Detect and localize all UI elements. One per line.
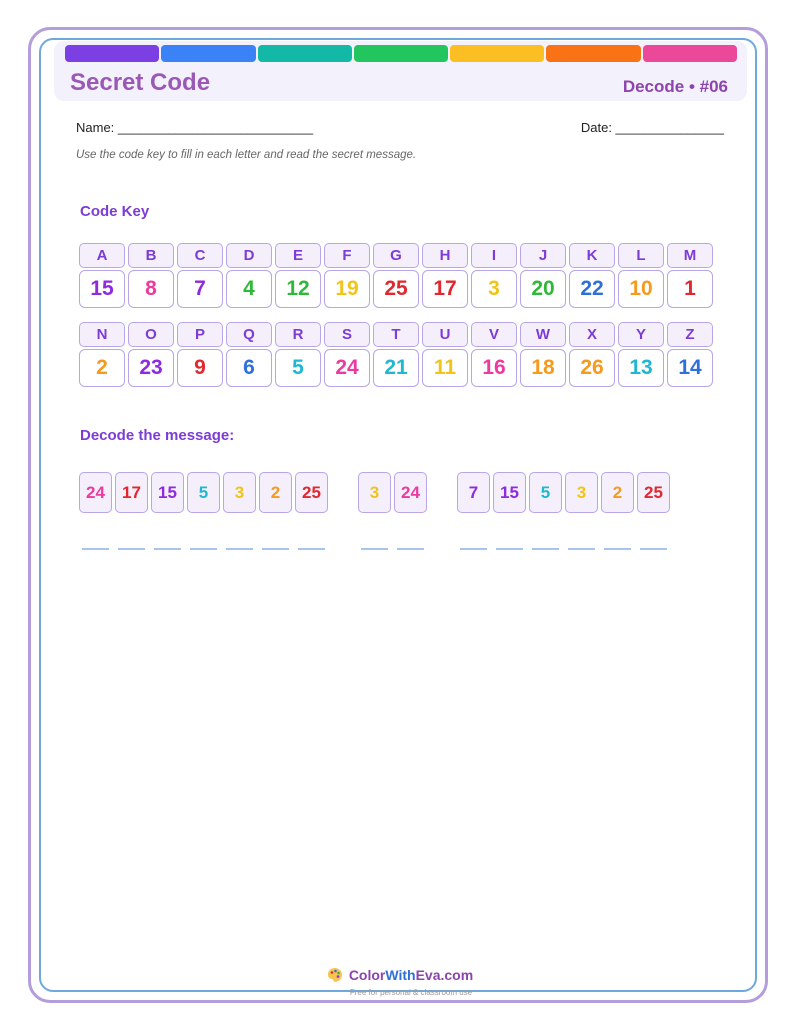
code-key-cell (618, 322, 664, 387)
key-number: 9 (177, 349, 223, 387)
answer-blank[interactable] (115, 548, 148, 550)
code-key-cell (128, 322, 174, 387)
answer-blank[interactable] (358, 548, 391, 550)
key-letter: B (128, 243, 174, 268)
answer-blank[interactable] (493, 548, 526, 550)
code-key-cell (275, 243, 321, 308)
color-stripe (450, 45, 544, 62)
code-key-row (79, 243, 713, 308)
brand-logo (327, 967, 473, 983)
code-key-cell (373, 322, 419, 387)
code-key-cell (324, 322, 370, 387)
code-number-box: 24 (79, 472, 112, 513)
color-stripes (65, 45, 737, 62)
key-letter: G (373, 243, 419, 268)
key-number: 18 (520, 349, 566, 387)
key-letter: P (177, 322, 223, 347)
key-letter: S (324, 322, 370, 347)
answer-blank[interactable] (637, 548, 670, 550)
key-number: 23 (128, 349, 174, 387)
answer-word (457, 548, 670, 550)
key-number: 6 (226, 349, 272, 387)
code-number-box: 3 (223, 472, 256, 513)
answer-blank[interactable] (457, 548, 490, 550)
code-number-box: 17 (115, 472, 148, 513)
code-number-box: 3 (565, 472, 598, 513)
footer (0, 967, 800, 997)
key-number: 19 (324, 270, 370, 308)
code-key-cell (471, 243, 517, 308)
code-key-cell (79, 243, 125, 308)
key-letter: R (275, 322, 321, 347)
code-key-cell (471, 322, 517, 387)
encoded-word (79, 472, 328, 513)
key-letter: M (667, 243, 713, 268)
answer-blank[interactable] (187, 548, 220, 550)
code-key-cell (520, 322, 566, 387)
code-key-cell (618, 243, 664, 308)
key-number: 17 (422, 270, 468, 308)
code-number-box: 3 (358, 472, 391, 513)
key-number: 16 (471, 349, 517, 387)
key-letter: F (324, 243, 370, 268)
color-stripe (161, 45, 255, 62)
key-number: 21 (373, 349, 419, 387)
color-stripe (65, 45, 159, 62)
key-letter: U (422, 322, 468, 347)
key-number: 3 (471, 270, 517, 308)
instructions: Use the code key to fill in each letter and read the secret message. (76, 149, 417, 161)
key-number: 20 (520, 270, 566, 308)
code-number-box: 2 (601, 472, 634, 513)
key-number: 15 (79, 270, 125, 308)
code-number-box: 7 (457, 472, 490, 513)
key-letter: T (373, 322, 419, 347)
decode-heading: Decode the message: (80, 427, 235, 444)
key-number: 2 (79, 349, 125, 387)
code-key-cell (275, 322, 321, 387)
answer-blank[interactable] (223, 548, 256, 550)
code-key-cell (324, 243, 370, 308)
answer-blank[interactable] (565, 548, 598, 550)
key-letter: L (618, 243, 664, 268)
color-stripe (546, 45, 640, 62)
key-number: 13 (618, 349, 664, 387)
key-letter: N (79, 322, 125, 347)
brand-text-color: Color (348, 967, 386, 983)
key-letter: O (128, 322, 174, 347)
key-number: 4 (226, 270, 272, 308)
answer-blank[interactable] (394, 548, 427, 550)
key-letter: Q (226, 322, 272, 347)
key-number: 12 (275, 270, 321, 308)
answer-blank[interactable] (529, 548, 562, 550)
key-number: 25 (373, 270, 419, 308)
color-stripe (258, 45, 352, 62)
key-number: 1 (667, 270, 713, 308)
answer-word (358, 548, 427, 550)
code-key-row (79, 322, 713, 387)
code-key-cell (667, 322, 713, 387)
code-number-box: 25 (295, 472, 328, 513)
code-number-box: 24 (394, 472, 427, 513)
key-number: 10 (618, 270, 664, 308)
palette-icon (327, 967, 343, 983)
key-letter: X (569, 322, 615, 347)
code-key-cell (128, 243, 174, 308)
key-number: 14 (667, 349, 713, 387)
key-letter: H (422, 243, 468, 268)
key-letter: D (226, 243, 272, 268)
page-title: Secret Code (70, 69, 211, 96)
key-letter: V (471, 322, 517, 347)
key-letter: C (177, 243, 223, 268)
code-key-cell (177, 243, 223, 308)
code-key-cell (177, 322, 223, 387)
code-key-cell (373, 243, 419, 308)
key-number: 26 (569, 349, 615, 387)
code-number-box: 15 (151, 472, 184, 513)
color-stripe (354, 45, 448, 62)
answer-blank[interactable] (259, 548, 292, 550)
answer-blank[interactable] (79, 548, 112, 550)
key-letter: Y (618, 322, 664, 347)
code-key-cell (569, 243, 615, 308)
code-number-box: 5 (187, 472, 220, 513)
brand-text-eva: Eva.com (415, 967, 474, 983)
name-field[interactable]: Name: ___________________________ (76, 120, 314, 135)
key-letter: W (520, 322, 566, 347)
answer-word (79, 548, 328, 550)
key-number: 7 (177, 270, 223, 308)
date-field[interactable]: Date: _______________ (580, 120, 724, 135)
answer-blank[interactable] (295, 548, 328, 550)
key-number: 11 (422, 349, 468, 387)
answer-blank[interactable] (601, 548, 634, 550)
encoded-word (358, 472, 427, 513)
page-border-inner (39, 38, 757, 992)
code-key-cell (422, 322, 468, 387)
code-key-cell (422, 243, 468, 308)
code-key-cell (569, 322, 615, 387)
key-letter: I (471, 243, 517, 268)
code-key-cell (520, 243, 566, 308)
color-stripe (643, 45, 737, 62)
answer-blank[interactable] (151, 548, 184, 550)
key-letter: A (79, 243, 125, 268)
code-key-cell (226, 322, 272, 387)
answer-blanks (79, 548, 700, 550)
encoded-word (457, 472, 670, 513)
code-number-box: 5 (529, 472, 562, 513)
code-key-cell (79, 322, 125, 387)
footer-tagline: Free for personal & classroom use (349, 988, 473, 997)
code-number-box: 2 (259, 472, 292, 513)
key-letter: K (569, 243, 615, 268)
key-number: 8 (128, 270, 174, 308)
key-number: 22 (569, 270, 615, 308)
code-number-box: 15 (493, 472, 526, 513)
key-number: 5 (275, 349, 321, 387)
key-number: 24 (324, 349, 370, 387)
key-letter: Z (667, 322, 713, 347)
brand-text-with: With (385, 967, 416, 983)
code-key-heading: Code Key (80, 203, 150, 220)
code-key-cell (226, 243, 272, 308)
encoded-message (79, 472, 700, 513)
key-letter: E (275, 243, 321, 268)
page-subtitle: Decode • #06 (622, 77, 728, 96)
code-number-box: 25 (637, 472, 670, 513)
key-letter: J (520, 243, 566, 268)
code-key-cell (667, 243, 713, 308)
